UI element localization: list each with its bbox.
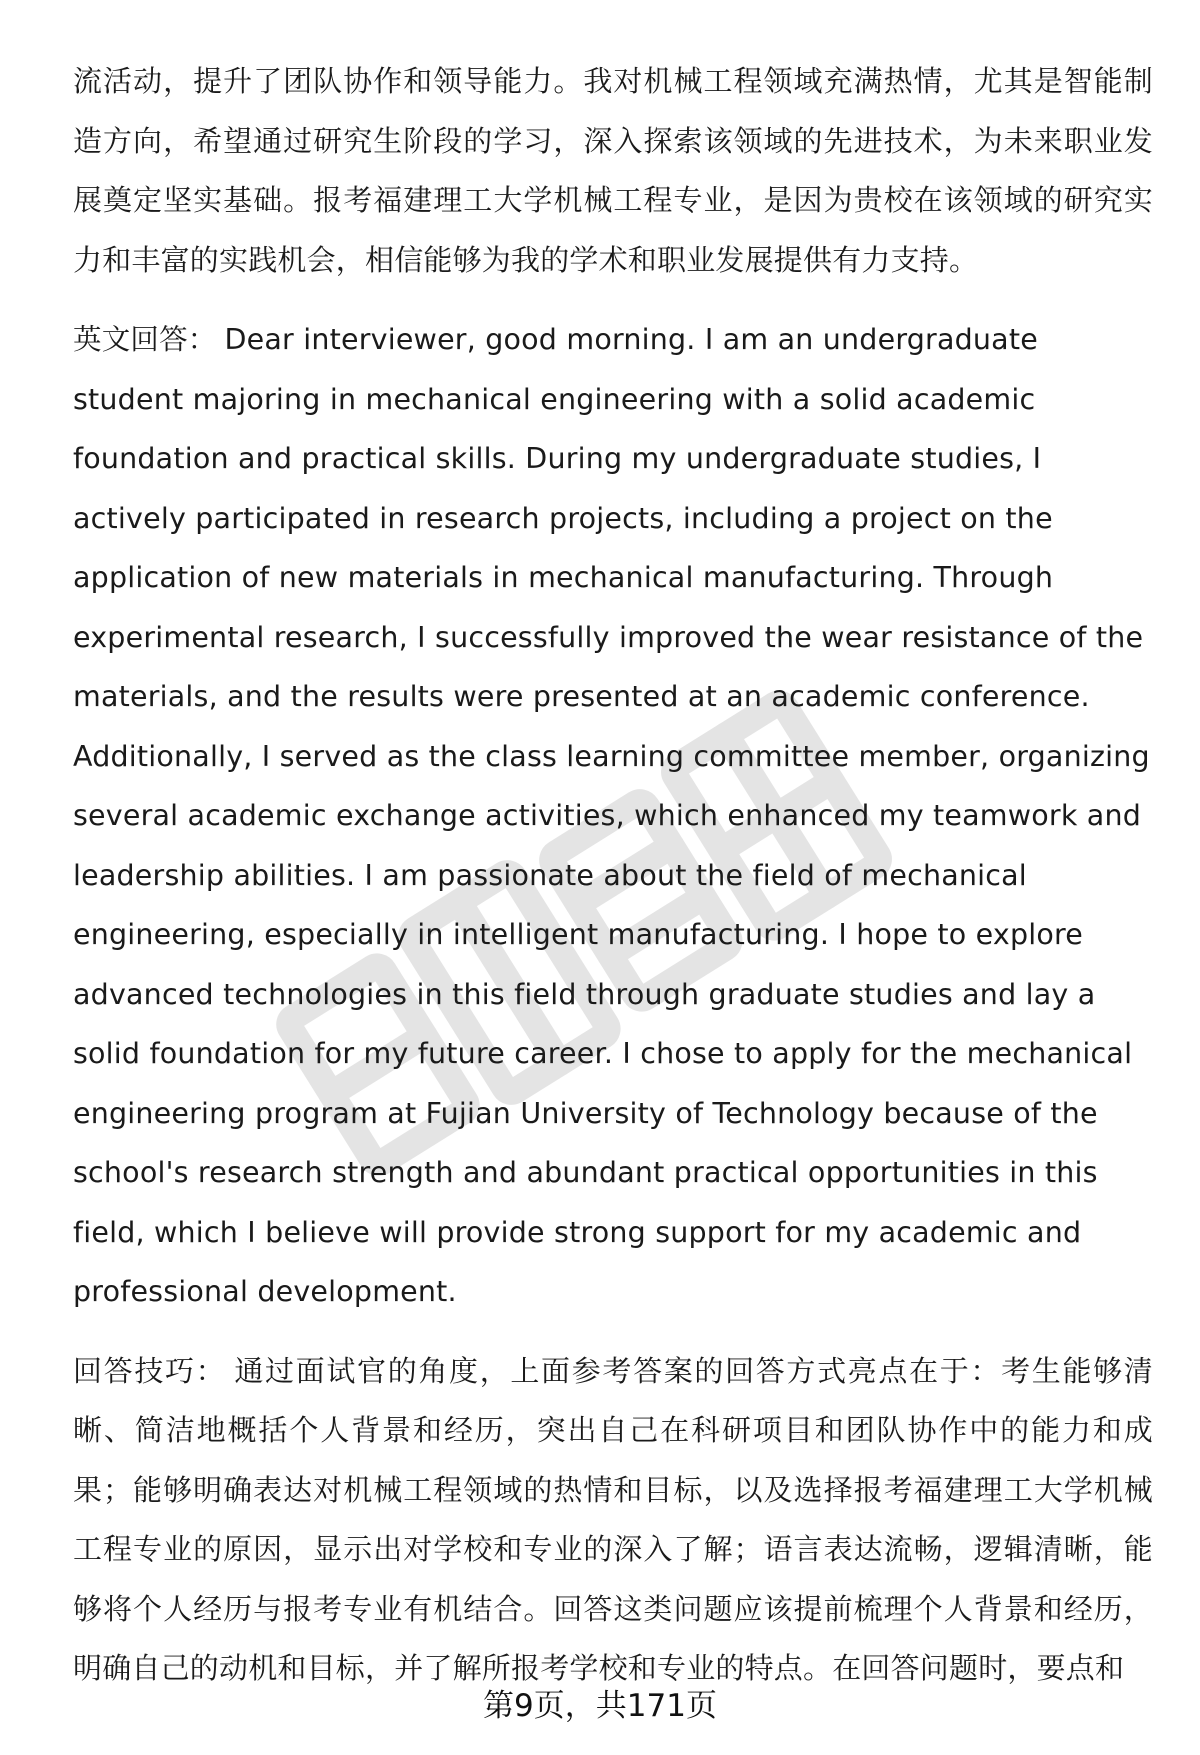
english-answer-text: Dear interviewer, good morning. I am an undergraduate student majoring in mechanical engineering with a solid academic foundation and practical skills. During my undergraduate studies, I actively participated in research projects, including a project on the application of new materials in mechanical manufacturing. Through experimental research, I successfully improved the wear resistance of the materials, and the results were presented at an academic conference. Additionally, I served as the class learning committee member, organizing several academic exchange activities, which enhanced my teamwork and leadership abilities. I am passionate about the field of mechanical engineering, especially in intelligent manufacturing. I hope to explore advanced technologies in this field through graduate studies and lay a solid foundation for my future career. I chose to apply for the mechanical engineering program at Fujian University of Technology because of the school's research strength and abundant practical opportunities in this field, which I believe will provide strong support for my academic and professional development. (73, 323, 1150, 1308)
english-answer-paragraph (73, 310, 1153, 1322)
page-number: 第9页，共171页 (483, 1688, 717, 1724)
document-body (73, 52, 1153, 1719)
continuation-paragraph: 流活动，提升了团队协作和领导能力。我对机械工程领域充满热情，尤其是智能制造方向，希望通过研究生阶段的学习，深入探索该领域的先进技术，为未来职业发展奠定坚实基础。报考福建理工大学机械工程专业，是因为贵校在该领域的研究实力和丰富的实践机会，相信能够为我的学术和职业发展提供有力支持。 (73, 64, 1153, 277)
answer-tips-text: 通过面试官的角度，上面参考答案的回答方式亮点在于：考生能够清晰、简洁地概括个人背景和经历，突出自己在科研项目和团队协作中的能力和成果；能够明确表达对机械工程领域的热情和目标，以及选择报考福建理工大学机械工程专业的原因，显示出对学校和专业的深入了解；语言表达流畅，逻辑清晰，能够将个人经历与报考专业有机结合。回答这类问题应该提前梳理个人背景和经历，明确自己的动机和目标，并了解所报考学校和专业的特点。在回答问题时，要点和 (73, 1353, 1153, 1685)
answer-tips-paragraph (73, 1342, 1153, 1699)
answer-tips-label: 回答技巧： (73, 1353, 227, 1388)
english-answer-label: 英文回答： (73, 323, 217, 356)
